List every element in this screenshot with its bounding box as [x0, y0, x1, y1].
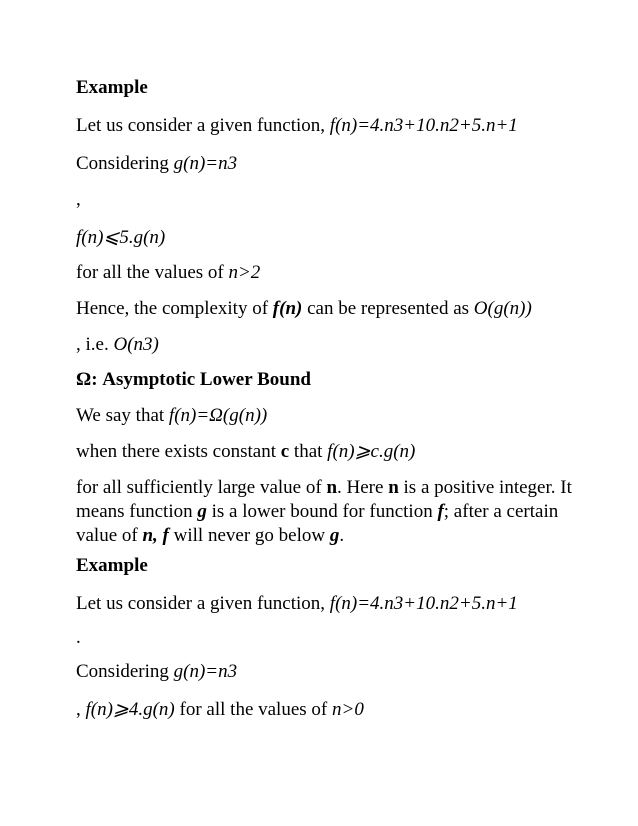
example2-considering-line: Considering g(n)=n3 — [76, 661, 238, 682]
example2-function-line: Let us consider a given function, f(n)=4.n3+10.n2+5.n+1 — [76, 593, 518, 614]
inequality-line: f(n)⩽5.g(n) — [76, 227, 166, 248]
example-heading: Example — [76, 77, 148, 98]
complexity-line: Hence, the complexity of f(n) can be represented as O(g(n)) — [76, 298, 532, 319]
g-expression: g(n)=n3 — [173, 153, 238, 174]
period-line: . — [76, 627, 81, 648]
values-line: for all the values of n>2 — [76, 262, 261, 283]
example-function-line: Let us consider a given function, f(n)=4.n3+10.n2+5.n+1 — [76, 115, 518, 136]
omega-heading: Ω: Asymptotic Lower Bound — [76, 369, 311, 390]
ie-line: , i.e. O(n3) — [76, 334, 159, 355]
considering-line: Considering g(n)=n3 — [76, 153, 238, 174]
example2-inequality-line: , f(n)⩾4.g(n) for all the values of n>0 — [76, 699, 364, 720]
constant-line: when there exists constant c that f(n)⩾c.g(n) — [76, 441, 416, 462]
function-expression: f(n)=4.n3+10.n2+5.n+1 — [329, 115, 518, 136]
example-heading-2: Example — [76, 555, 148, 576]
omega-definition-line: We say that f(n)=Ω(g(n)) — [76, 405, 268, 426]
comma-line: , — [76, 189, 81, 210]
lower-bound-paragraph: for all sufficiently large value of n. Here n is a positive integer. It means function g is a lower bound for function f; after a certain value of n, f will never go below g. — [76, 477, 572, 546]
